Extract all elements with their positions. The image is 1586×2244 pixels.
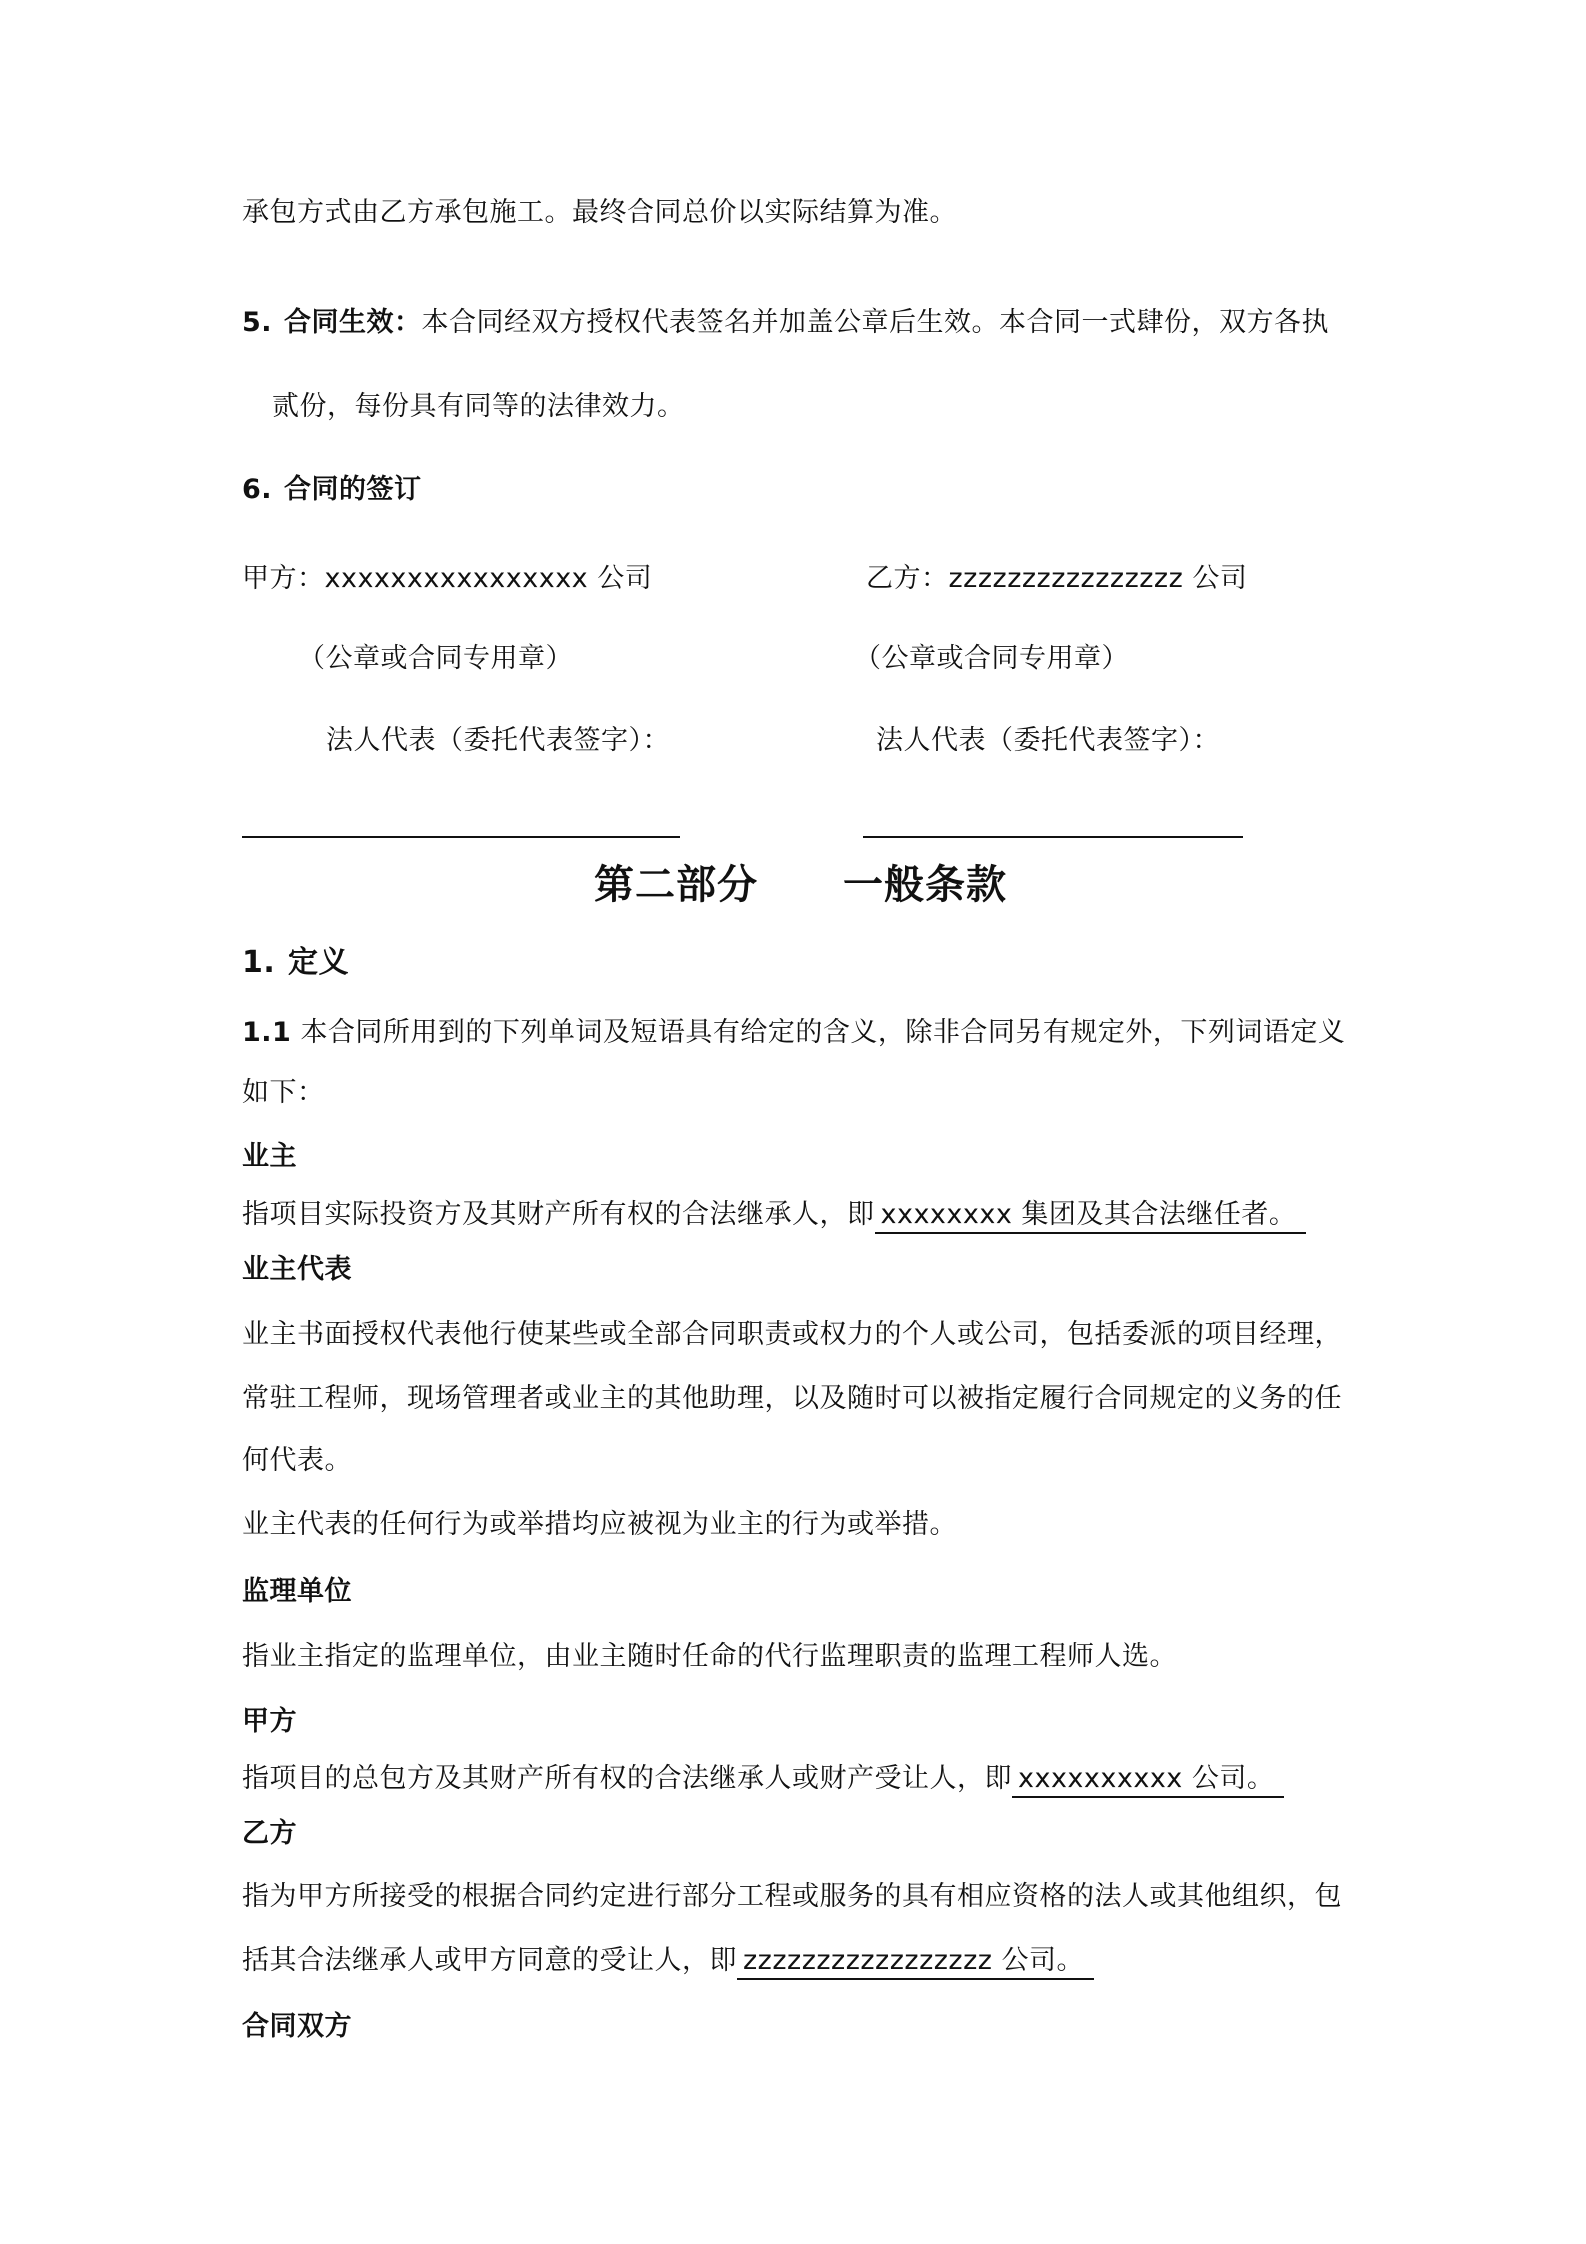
supervisor-definition: 指业主指定的监理单位，由业主随时任命的代行监理职责的监理工程师人选。: [242, 1641, 1177, 1672]
term-owner: 业主: [242, 1141, 297, 1172]
term-owner-representative: 业主代表: [242, 1254, 352, 1285]
section-1-number: 1.: [242, 945, 276, 980]
party-b-definition-value: zzzzzzzzzzzzzzzzz 公司。: [737, 1945, 1094, 1980]
item-6-number: 6.: [242, 474, 273, 505]
term-supervisor: 监理单位: [242, 1576, 352, 1607]
paragraph-continuation: 承包方式由乙方承包施工。最终合同总价以实际结算为准。: [242, 197, 957, 228]
signature-party-b: 乙方：zzzzzzzzzzzzzzzz 公司: [866, 563, 1248, 594]
item-5-line-2: 贰份，每份具有同等的法律效力。: [272, 391, 685, 422]
owner-rep-line-4: 业主代表的任何行为或举措均应被视为业主的行为或举措。: [242, 1509, 957, 1540]
item-6-label: 合同的签订: [284, 474, 422, 505]
legal-rep-party-a: 法人代表（委托代表签字）：: [326, 725, 670, 756]
part-2-title-right: 一般条款: [843, 862, 1007, 908]
term-party-b: 乙方: [242, 1818, 297, 1849]
signature-line-party-a: [242, 836, 680, 838]
seal-party-a: （公章或合同专用章）: [298, 643, 573, 674]
owner-definition-value: xxxxxxxx 集团及其合法继任者。: [875, 1199, 1307, 1234]
part-2-title-left: 第二部分: [594, 862, 758, 908]
party-b-line-1: 指为甲方所接受的根据合同约定进行部分工程或服务的具有相应资格的法人或其他组织，包: [242, 1881, 1342, 1912]
signature-line-party-b: [863, 836, 1243, 838]
clause-1-1-text: 本合同所用到的下列单词及短语具有给定的含义，除非合同另有规定外，下列词语定义: [300, 1017, 1346, 1048]
owner-rep-line-1: 业主书面授权代表他行使某些或全部合同职责或权力的个人或公司，包括委派的项目经理，: [242, 1319, 1342, 1350]
item-5-number: 5.: [242, 307, 273, 338]
item-5-line-1: [284, 306, 1329, 340]
clause-1-1-number: 1.1: [242, 1017, 292, 1048]
party-b-line-2-prefix: 括其合法继承人或甲方同意的受让人，即: [242, 1945, 737, 1976]
item-5-text-1: 本合同经双方授权代表签名并加盖公章后生效。本合同一式肆份，双方各执: [421, 307, 1329, 338]
signature-party-a: 甲方：xxxxxxxxxxxxxxxx 公司: [242, 563, 653, 594]
section-1-title: 定义: [288, 945, 349, 980]
owner-rep-line-3: 何代表。: [242, 1445, 352, 1476]
party-a-definition-value: xxxxxxxxxx 公司。: [1012, 1763, 1284, 1798]
seal-party-b: （公章或合同专用章）: [854, 643, 1129, 674]
clause-1-1-line-2: 如下：: [242, 1077, 325, 1108]
clause-1-1-line-1: [242, 1016, 1345, 1050]
term-party-a: 甲方: [242, 1706, 297, 1737]
owner-definition-prefix: 指项目实际投资方及其财产所有权的合法继承人，即: [242, 1199, 875, 1230]
owner-rep-line-2: 常驻工程师，现场管理者或业主的其他助理，以及随时可以被指定履行合同规定的义务的任: [242, 1383, 1342, 1414]
party-b-line-2: [242, 1944, 1094, 1978]
legal-rep-party-b: 法人代表（委托代表签字）：: [876, 725, 1220, 756]
item-5-label: 合同生效：: [284, 307, 422, 338]
term-both-parties: 合同双方: [242, 2011, 352, 2042]
owner-definition: [242, 1198, 1306, 1232]
party-a-definition-prefix: 指项目的总包方及其财产所有权的合法继承人或财产受让人，即: [242, 1763, 1012, 1794]
party-a-definition: [242, 1762, 1284, 1796]
